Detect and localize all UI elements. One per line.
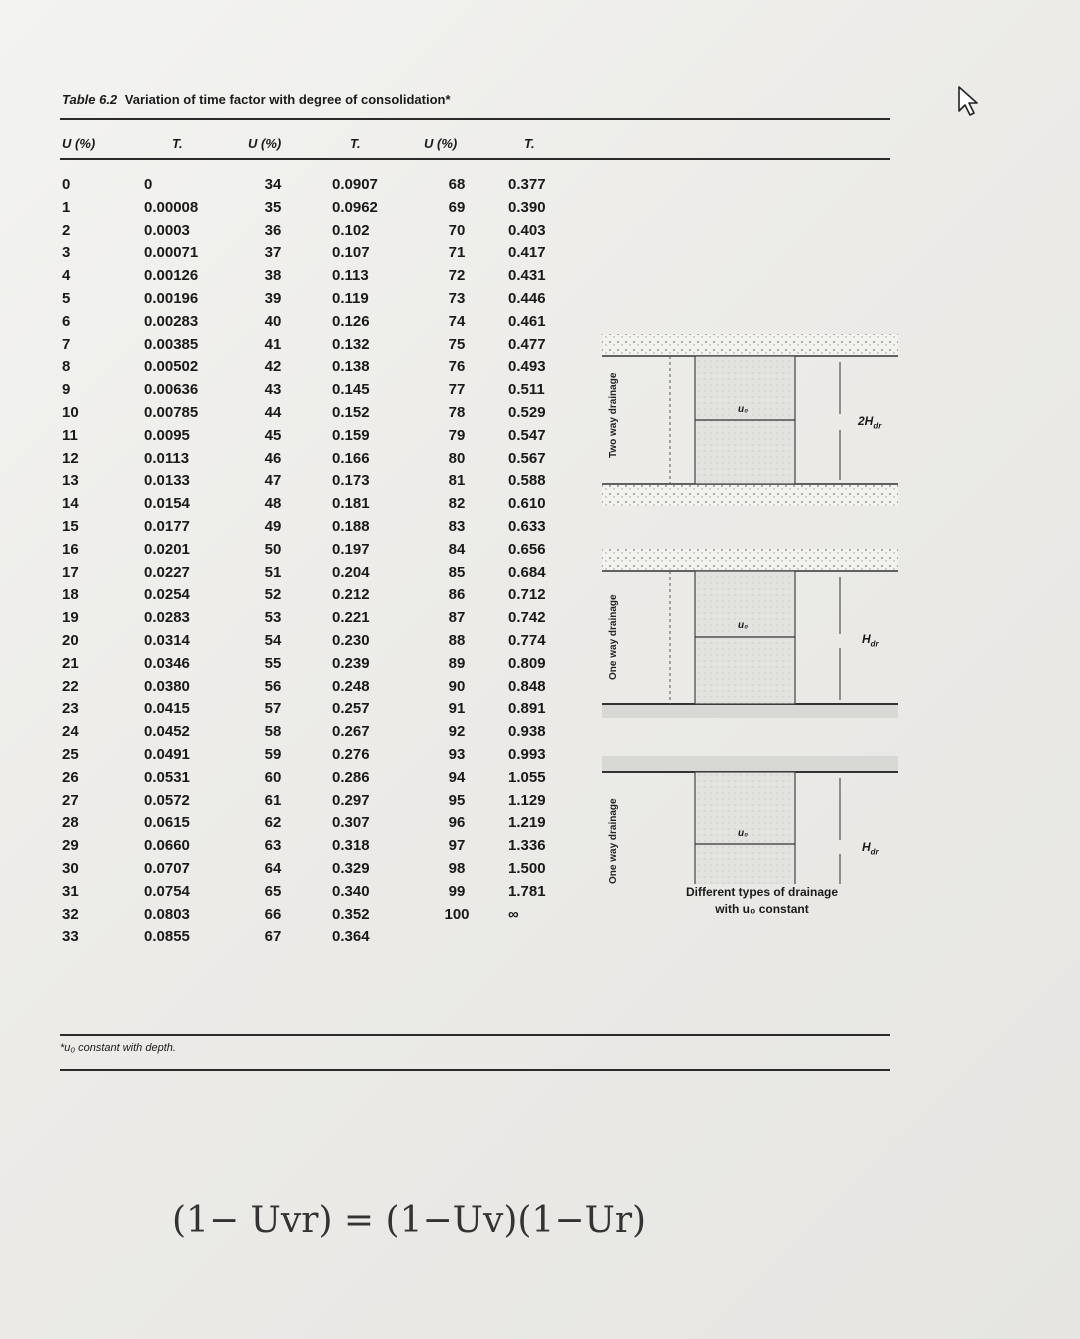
t-value-cell: 0.0283	[144, 609, 190, 627]
t-value-cell: 0.00196	[144, 289, 199, 307]
t-value-cell: 0.0962	[332, 198, 378, 216]
u-value-cell: 13	[62, 472, 79, 490]
u-value-cell: 89	[448, 654, 466, 672]
column-t-3	[508, 174, 578, 926]
column-t-2	[332, 174, 412, 949]
t-value-cell: 1.500	[508, 859, 546, 877]
u-value-cell: 4	[62, 267, 71, 285]
t-value-cell: 0.0227	[144, 563, 190, 581]
u-value-cell: 36	[264, 221, 282, 239]
u-value-cell: 87	[448, 609, 466, 627]
u-value-cell: 6	[62, 312, 71, 330]
t-value-cell: 0.204	[332, 563, 370, 581]
t-value-cell: 0.0754	[144, 882, 190, 900]
u-value-cell: 85	[448, 563, 466, 581]
column-u-2	[258, 174, 288, 949]
t-value-cell: 0.152	[332, 403, 370, 421]
t-value-cell: 0.181	[332, 495, 370, 513]
drainage-diagram-svg	[600, 244, 900, 884]
t-value-cell: 0.0314	[144, 631, 190, 649]
u-value-cell: 93	[448, 745, 466, 763]
header-u-2: U (%)	[248, 136, 282, 151]
u-value-cell: 51	[264, 563, 282, 581]
t-value-cell: 0.307	[332, 814, 370, 832]
t-value-cell: 0.318	[332, 837, 370, 855]
u-value-cell: 24	[62, 723, 79, 741]
t-value-cell: 0.197	[332, 540, 370, 558]
u-value-cell: 76	[448, 358, 466, 376]
t-value-cell: 0.493	[508, 358, 546, 376]
header-u-1: U (%)	[62, 136, 96, 151]
u-value-cell: 77	[448, 381, 466, 399]
u-value-cell: 48	[264, 495, 282, 513]
u-value-cell: 46	[264, 449, 282, 467]
t-value-cell: 0.993	[508, 745, 546, 763]
one-way-drainage-diagram-2	[602, 756, 898, 884]
t-value-cell: 1.781	[508, 882, 546, 900]
u-value-cell: 14	[62, 495, 79, 513]
u-value-cell: 23	[62, 700, 79, 718]
u-value-cell: 33	[62, 928, 79, 946]
t-value-cell: 0.684	[508, 563, 546, 581]
t-value-cell: 0.431	[508, 267, 546, 285]
height-label-hdr-1: $H_{dr}$	[862, 632, 879, 649]
t-value-cell: 0.276	[332, 745, 370, 763]
u-value-cell: 72	[448, 267, 466, 285]
bottom-rule	[60, 1034, 890, 1036]
t-value-cell: 0.0003	[144, 221, 190, 239]
column-u-3	[437, 174, 477, 926]
u-value-cell: 1	[62, 198, 71, 216]
t-value-cell: 1.055	[508, 768, 546, 786]
t-value-cell: 0	[144, 176, 153, 193]
u-value-cell: 47	[264, 472, 282, 490]
u-value-cell: 39	[264, 289, 282, 307]
t-value-cell: 0.00502	[144, 358, 199, 376]
u-value-cell: 62	[264, 814, 282, 832]
t-value-cell: 0.656	[508, 540, 546, 558]
t-value-cell: 0.145	[332, 381, 370, 399]
u-value-cell: 49	[264, 517, 282, 535]
t-value-cell: 0.107	[332, 244, 370, 262]
one-way-drainage-label-2: One way drainage	[608, 798, 619, 884]
t-value-cell: 0.352	[332, 905, 370, 923]
page-bottom-rule	[60, 1069, 890, 1071]
u-value-cell: 79	[448, 426, 466, 444]
u-value-cell: 65	[264, 882, 282, 900]
u-value-cell: 15	[62, 517, 79, 535]
u-value-cell: 45	[264, 426, 282, 444]
t-value-cell: 0.0133	[144, 472, 190, 490]
u0-label-3: u₀	[738, 828, 749, 839]
u-value-cell: 3	[62, 244, 71, 262]
u-value-cell: 97	[448, 837, 466, 855]
t-value-cell: 0.173	[332, 472, 370, 490]
u-value-cell: 35	[264, 198, 282, 216]
u-value-cell: 75	[448, 335, 466, 353]
t-value-cell: 0.0707	[144, 859, 190, 877]
t-value-cell: 0.567	[508, 449, 546, 467]
t-value-cell: 0.126	[332, 312, 370, 330]
height-label-2hdr: $2H_{dr}$	[858, 414, 882, 431]
t-value-cell: 0.848	[508, 677, 546, 695]
t-value-cell: 0.188	[332, 517, 370, 535]
u-value-cell: 81	[448, 472, 466, 490]
t-value-cell: 0.0615	[144, 814, 190, 832]
t-value-cell: 0.809	[508, 654, 546, 672]
height-label-hdr-2: $H_{dr}$	[862, 840, 879, 857]
table-caption-label: Table 6.2	[62, 92, 118, 107]
t-value-cell: 1.219	[508, 814, 546, 832]
u-value-cell: 38	[264, 267, 282, 285]
u-value-cell: 63	[264, 837, 282, 855]
t-value-cell: 0.102	[332, 221, 370, 239]
t-value-cell: 0.774	[508, 631, 546, 649]
t-value-cell: 0.633	[508, 517, 546, 535]
t-value-cell: 0.891	[508, 700, 546, 718]
t-value-cell: 0.0491	[144, 745, 190, 763]
column-t-1	[144, 174, 234, 949]
u-value-cell: 68	[448, 176, 466, 193]
u-value-cell: 34	[264, 176, 282, 193]
one-way-drainage-label-1: One way drainage	[608, 594, 619, 680]
u-value-cell: 67	[264, 928, 282, 946]
t-value-cell: 0.329	[332, 859, 370, 877]
t-value-cell: 0.286	[332, 768, 370, 786]
u-value-cell: 29	[62, 837, 79, 855]
u-value-cell: 58	[264, 723, 282, 741]
u-value-cell: 7	[62, 335, 71, 353]
t-value-cell: 0.0113	[144, 449, 190, 467]
t-value-cell: 0.138	[332, 358, 370, 376]
u-value-cell: 69	[448, 198, 466, 216]
u-value-cell: 54	[264, 631, 282, 649]
u-value-cell: 43	[264, 381, 282, 399]
top-rule	[60, 118, 890, 120]
u-value-cell: 17	[62, 563, 79, 581]
t-value-cell: 0.00785	[144, 403, 199, 421]
table-caption-text: Variation of time factor with degree of consolidation*	[124, 92, 451, 107]
diagram-caption-line2: with u₀ constant	[715, 902, 809, 916]
t-value-cell: 0.0154	[144, 495, 190, 513]
header-t-2: T.	[350, 136, 361, 151]
u-value-cell: 18	[62, 586, 79, 604]
t-value-cell: 0.00008	[144, 198, 199, 216]
t-value-cell: 0.0346	[144, 654, 190, 672]
t-value-cell: 1.129	[508, 791, 546, 809]
t-value-cell: 0.417	[508, 244, 546, 262]
t-value-cell: 0.113	[332, 267, 369, 285]
t-value-cell: 0.239	[332, 654, 370, 672]
u-value-cell: 20	[62, 631, 79, 649]
t-value-cell: 0.446	[508, 289, 546, 307]
u-value-cell: 56	[264, 677, 282, 695]
t-value-cell: 0.267	[332, 723, 370, 741]
t-value-cell: 0.00126	[144, 267, 199, 285]
handwritten-equation: (1− Uvr) = (1−Uv)(1−Ur)	[172, 1200, 647, 1241]
u-value-cell: 60	[264, 768, 282, 786]
t-value-cell: 0.221	[332, 609, 370, 627]
t-value-cell: 0.0452	[144, 723, 190, 741]
u-value-cell: 41	[264, 335, 282, 353]
t-value-cell: 0.297	[332, 791, 370, 809]
u-value-cell: 32	[62, 905, 79, 923]
u-value-cell: 10	[62, 403, 79, 421]
t-value-cell: 0.403	[508, 221, 546, 239]
u-value-cell: 70	[448, 221, 466, 239]
t-value-cell: 0.477	[508, 335, 546, 353]
t-value-cell: 0.0415	[144, 700, 190, 718]
t-value-cell: 0.119	[332, 289, 369, 307]
u-value-cell: 8	[62, 358, 71, 376]
t-value-cell: 0.588	[508, 472, 546, 490]
u-value-cell: 55	[264, 654, 282, 672]
t-value-cell: 0.742	[508, 609, 546, 627]
t-value-cell: 0.0254	[144, 586, 190, 604]
t-value-cell: 0.166	[332, 449, 370, 467]
u-value-cell: 21	[62, 654, 79, 672]
u-value-cell: 52	[264, 586, 282, 604]
u-value-cell: 57	[264, 700, 282, 718]
t-value-cell: 0.547	[508, 426, 546, 444]
u-value-cell: 50	[264, 540, 282, 558]
u-value-cell: 74	[448, 312, 466, 330]
mouse-pointer-icon	[955, 84, 985, 118]
u-value-cell: 98	[448, 859, 466, 877]
u-value-cell: 84	[448, 540, 466, 558]
t-value-cell: 0.132	[332, 335, 370, 353]
t-value-cell: ∞	[508, 905, 519, 923]
two-way-drainage-label: Two way drainage	[608, 372, 619, 458]
u-value-cell: 100	[444, 905, 470, 923]
t-value-cell: 0.00385	[144, 335, 199, 353]
u-value-cell: 94	[448, 768, 466, 786]
table-caption	[62, 92, 451, 107]
t-value-cell: 0.0531	[144, 768, 190, 786]
t-value-cell: 0.0177	[144, 517, 190, 535]
u-value-cell: 90	[448, 677, 466, 695]
u0-label-2: u₀	[738, 620, 749, 631]
t-value-cell: 0.248	[332, 677, 370, 695]
t-value-cell: 0.938	[508, 723, 546, 741]
t-value-cell: 1.336	[508, 837, 546, 855]
u-value-cell: 25	[62, 745, 79, 763]
t-value-cell: 0.0572	[144, 791, 190, 809]
u-value-cell: 99	[448, 882, 466, 900]
u-value-cell: 42	[264, 358, 282, 376]
u-value-cell: 88	[448, 631, 466, 649]
t-value-cell: 0.0660	[144, 837, 190, 855]
u-value-cell: 22	[62, 677, 79, 695]
u-value-cell: 71	[448, 244, 466, 262]
u0-label-1: u₀	[738, 404, 749, 415]
t-value-cell: 0.340	[332, 882, 370, 900]
diagram-caption-line1: Different types of drainage	[685, 885, 839, 899]
t-value-cell: 0.212	[332, 586, 370, 604]
u-value-cell: 59	[264, 745, 282, 763]
u-value-cell: 44	[264, 403, 282, 421]
u-value-cell: 11	[62, 426, 78, 444]
u-value-cell: 27	[62, 791, 79, 809]
u-value-cell: 61	[264, 791, 282, 809]
u-value-cell: 78	[448, 403, 466, 421]
u-value-cell: 80	[448, 449, 466, 467]
u-value-cell: 53	[264, 609, 282, 627]
u-value-cell: 12	[62, 449, 79, 467]
u-value-cell: 91	[448, 700, 466, 718]
t-value-cell: 0.610	[508, 495, 546, 513]
t-value-cell: 0.364	[332, 928, 370, 946]
t-value-cell: 0.00283	[144, 312, 199, 330]
u-value-cell: 0	[62, 176, 71, 193]
u-value-cell: 82	[448, 495, 466, 513]
t-value-cell: 0.0380	[144, 677, 190, 695]
column-u-1	[62, 174, 92, 949]
t-value-cell: 0.0907	[332, 176, 378, 193]
diagram-caption	[632, 884, 892, 918]
t-value-cell: 0.511	[508, 381, 545, 399]
textbook-page	[52, 84, 902, 1094]
t-value-cell: 0.159	[332, 426, 370, 444]
one-way-drainage-diagram-1	[602, 549, 898, 718]
u-value-cell: 28	[62, 814, 79, 832]
header-t-3: T.	[524, 136, 535, 151]
drainage-diagram	[600, 244, 900, 884]
t-value-cell: 0.0201	[144, 540, 190, 558]
t-value-cell: 0.390	[508, 198, 546, 216]
header-rule	[60, 158, 890, 160]
t-value-cell: 0.377	[508, 176, 546, 193]
u-value-cell: 31	[62, 882, 79, 900]
t-value-cell: 0.257	[332, 700, 370, 718]
t-value-cell: 0.529	[508, 403, 546, 421]
t-value-cell: 0.00071	[144, 244, 199, 262]
u-value-cell: 2	[62, 221, 71, 239]
u-value-cell: 40	[264, 312, 282, 330]
header-u-3: U (%)	[424, 136, 458, 151]
u-value-cell: 16	[62, 540, 79, 558]
t-value-cell: 0.00636	[144, 381, 199, 399]
u-value-cell: 83	[448, 517, 466, 535]
u-value-cell: 30	[62, 859, 79, 877]
u-value-cell: 92	[448, 723, 466, 741]
u-value-cell: 66	[264, 905, 282, 923]
u-value-cell: 86	[448, 586, 466, 604]
u-value-cell: 64	[264, 859, 282, 877]
t-value-cell: 0.461	[508, 312, 546, 330]
u-value-cell: 26	[62, 768, 79, 786]
u-value-cell: 9	[62, 381, 71, 399]
u-value-cell: 19	[62, 609, 79, 627]
header-t-1: T.	[172, 136, 183, 151]
t-value-cell: 0.0803	[144, 905, 190, 923]
t-value-cell: 0.0855	[144, 928, 190, 946]
u-value-cell: 95	[448, 791, 466, 809]
u-value-cell: 73	[448, 289, 466, 307]
t-value-cell: 0.0095	[144, 426, 190, 444]
table-footnote: *u₀ constant with depth.	[60, 1042, 176, 1054]
u-value-cell: 96	[448, 814, 466, 832]
u-value-cell: 5	[62, 289, 71, 307]
t-value-cell: 0.712	[508, 586, 546, 604]
two-way-drainage-diagram	[602, 334, 898, 506]
t-value-cell: 0.230	[332, 631, 370, 649]
u-value-cell: 37	[264, 244, 282, 262]
